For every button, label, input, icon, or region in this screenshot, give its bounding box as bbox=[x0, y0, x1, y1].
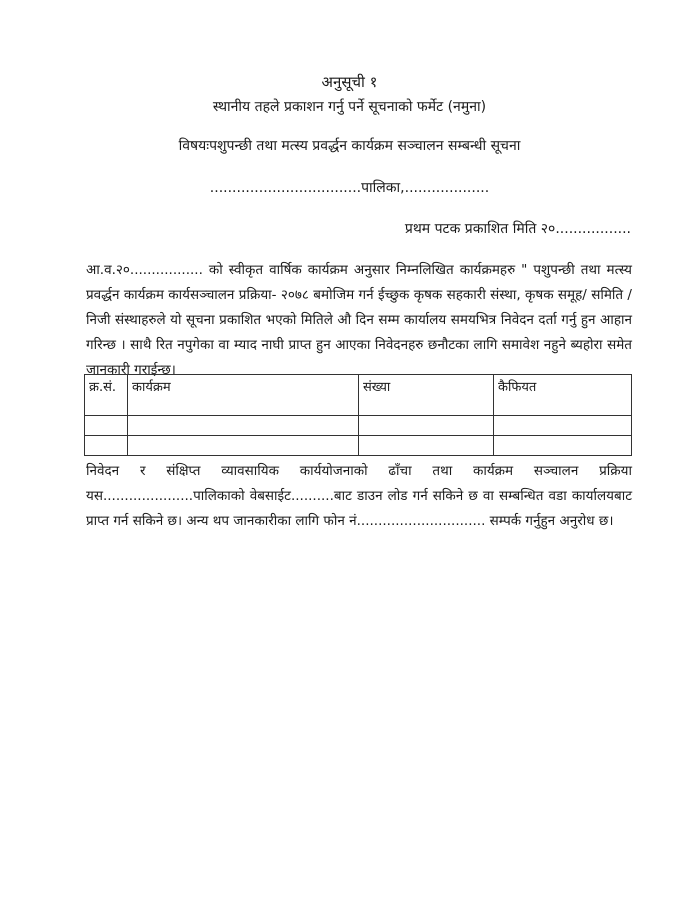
header-count: संख्या bbox=[359, 375, 494, 416]
table-cell bbox=[85, 436, 128, 456]
table-cell bbox=[494, 416, 632, 436]
header-remarks: कैफियत bbox=[494, 375, 632, 416]
notice-format-subtitle: स्थानीय तहले प्रकाशन गर्नु पर्ने सूचनाको फर्मेट (नमुना) bbox=[212, 99, 487, 115]
table-cell bbox=[128, 416, 359, 436]
table-cell bbox=[85, 416, 128, 436]
annex-title: अनुसूची १ bbox=[321, 73, 378, 91]
notice-subject: विषयःपशुपन्छी तथा मत्स्य प्रवर्द्धन कार्यक्रम सञ्चालन सम्बन्धी सूचना bbox=[178, 138, 521, 154]
notice-paragraph-1: आ.व.२०................. को स्वीकृत वार्षिक कार्यक्रम अनुसार निम्नलिखित कार्यक्रमहरु " पशुपन्छी तथा मत्स्य प्रवर्द्धन कार्यक्रम कार्यसञ्चालन प्रक्रिया- २०७८ बमोजिम गर्न ईच्छुक कृषक सहकारी संस्था, कृषक समूह/ समिति / निजी संस्थाहरुले यो सूचना प्रकाशित भएको मितिले औ दिन सम्म कार्यालय समयभित्र निवेदन दर्ता गर्नु हुन आहान गरिन्छ । साथै रित नपुगेका वा म्याद नाघी प्राप्त हुन आएका निवेदनहरु छनौटका लागि समावेश नहुने ब्यहोरा समेत जानकारी गराईन्छ। bbox=[86, 262, 632, 378]
header-serial: क्र.सं. bbox=[85, 375, 128, 416]
program-table bbox=[84, 374, 632, 456]
notice-paragraph-2: निवेदन र संक्षिप्त व्यावसायिक कार्ययोजनाको ढाँचा तथा कार्यक्रम सञ्चालन प्रक्रिया यस.....................पालिकाको वेबसाईट..........बाट डाउन लोड गर्न सकिने छ वा सम्बन्धित वडा कार्यालयबाट प्राप्त गर्न सकिने छ। अन्य थप जानकारीका लागि फोन नं.............................. सम्पर्क गर्नुहुन अनुरोध छ। bbox=[86, 463, 632, 529]
table-cell bbox=[359, 436, 494, 456]
table-row bbox=[85, 436, 632, 456]
table-cell bbox=[494, 436, 632, 456]
header-program: कार्यक्रम bbox=[128, 375, 359, 416]
table-row bbox=[85, 416, 632, 436]
table-cell bbox=[128, 436, 359, 456]
table-header-row bbox=[85, 375, 632, 416]
table-cell bbox=[359, 416, 494, 436]
publish-date-line: प्रथम पटक प्रकाशित मिति २०................. bbox=[404, 221, 631, 237]
municipality-line: ..................................पालिका,................... bbox=[209, 180, 490, 196]
